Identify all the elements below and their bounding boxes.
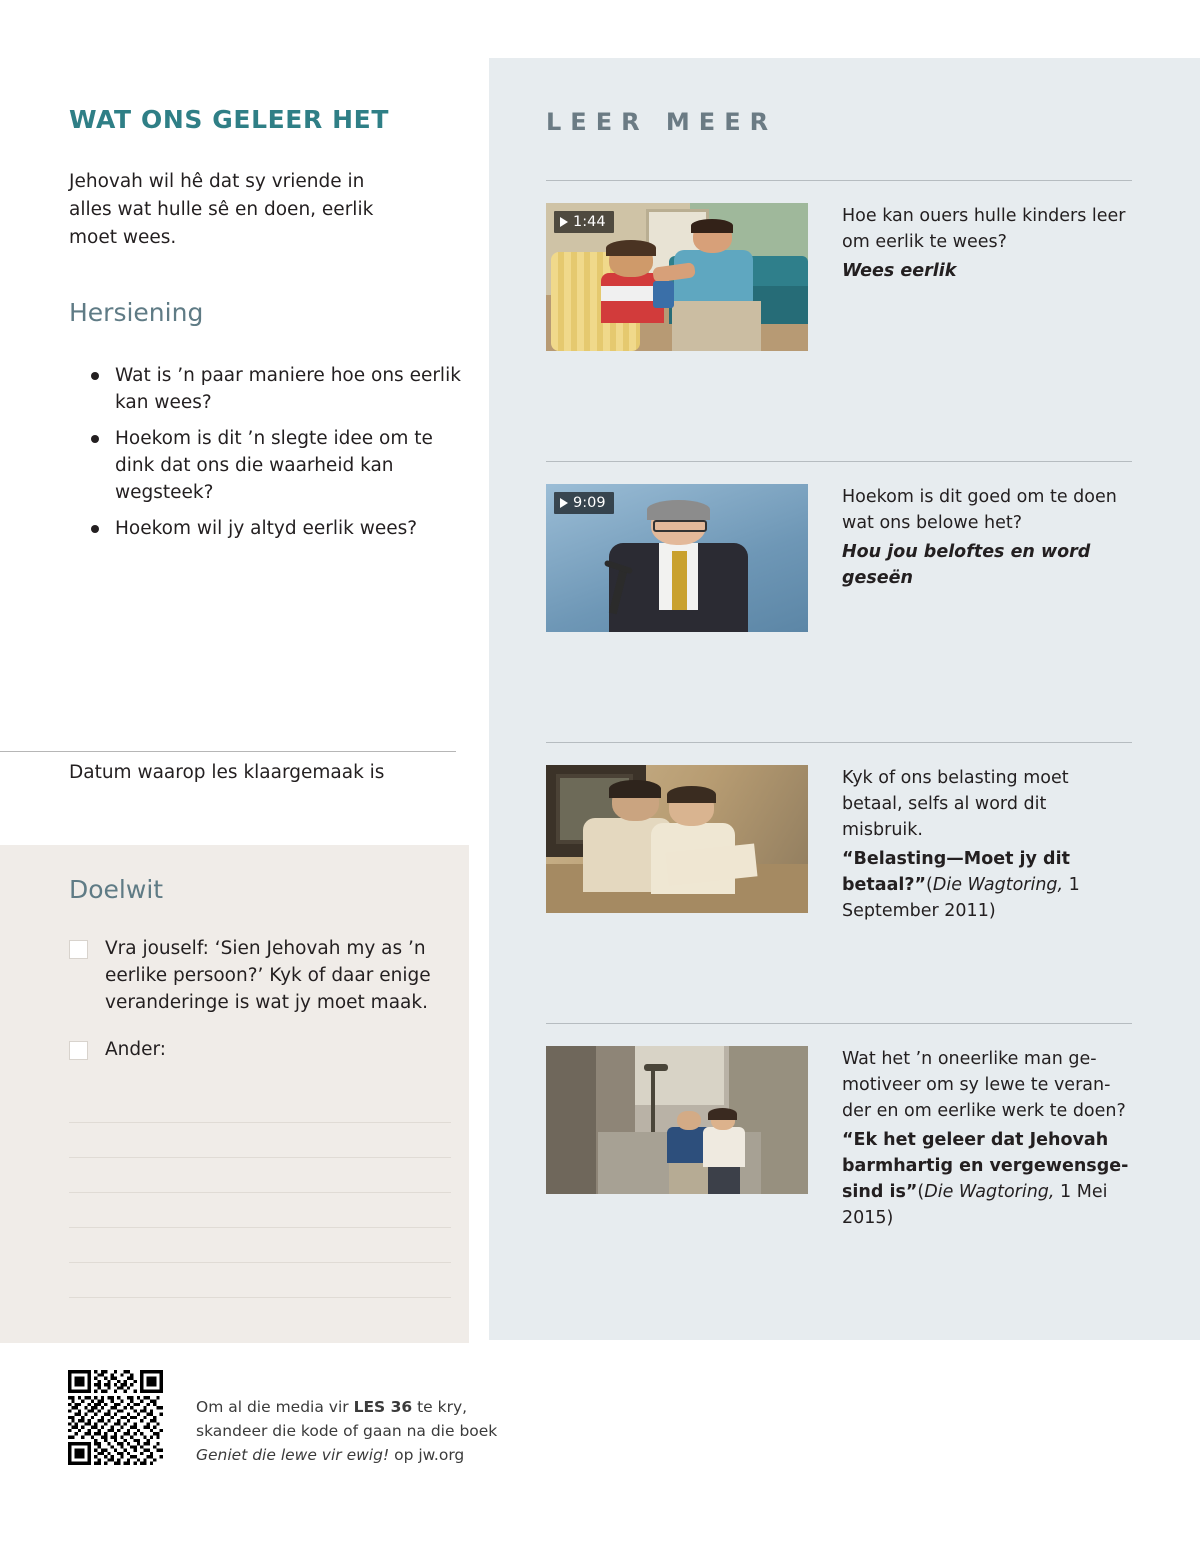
source-paren-open: (	[917, 1182, 925, 1202]
question-text: Wat het ’n oneerlike man ge-motiveer om sy lewe te veran-der en om eerlike werk te doen?	[842, 1049, 1126, 1121]
footer-line3-post: op jw.org	[389, 1446, 465, 1464]
video-thumbnail-wees-eerlik[interactable]	[546, 203, 808, 351]
checkbox[interactable]	[69, 1041, 88, 1060]
list-item	[82, 515, 472, 542]
write-line[interactable]	[69, 1262, 451, 1263]
footer-lesson-number: LES 36	[353, 1398, 413, 1416]
learn-more-heading: LEER MEER	[546, 108, 778, 136]
list-item	[82, 425, 472, 506]
publication-name: Die Wagtoring,	[924, 1182, 1055, 1202]
lesson-summary: Jehovah wil hê dat sy vriende in alles wat hulle sê en doen, eerlik moet wees.	[69, 171, 374, 248]
article-thumbnail-belasting[interactable]	[546, 765, 808, 913]
thumbnail-art	[546, 765, 808, 913]
video-thumbnail-hou-jou-beloftes[interactable]	[546, 484, 808, 632]
write-line[interactable]	[69, 1157, 451, 1158]
duration-text: 1:44	[573, 214, 606, 230]
goal-list	[69, 935, 434, 1083]
publication-date: 1 September 2011)	[842, 875, 1080, 921]
learn-more-text-2	[842, 484, 1132, 591]
learn-more-item-2[interactable]	[546, 484, 1132, 632]
divider	[546, 180, 1132, 181]
publication-date: 1 Mei 2015)	[842, 1182, 1108, 1228]
source-paren-open: (	[926, 875, 933, 895]
goal-item[interactable]	[69, 935, 434, 1016]
question-text: Kyk of ons belasting moet betaal, selfs al word dit misbruik.	[842, 768, 1069, 840]
review-item-text: Wat is ’n paar maniere hoe ons eerlik kan wees?	[115, 365, 461, 413]
review-item-text: Hoekom wil jy altyd eerlik wees?	[115, 518, 418, 539]
learn-more-text-3	[842, 765, 1132, 924]
thumbnail-art	[546, 1046, 808, 1194]
review-list	[82, 362, 472, 551]
media-title[interactable]: Hou jou beloftes en word geseën	[842, 542, 1091, 588]
write-in-lines[interactable]	[69, 1122, 451, 1332]
duration-text: 9:09	[573, 495, 606, 511]
divider	[546, 1023, 1132, 1024]
goal-item-text: Ander:	[105, 1039, 167, 1060]
review-item-text: Hoekom is dit ’n slegte idee om te dink dat ons die waarheid kan wegsteek?	[115, 428, 433, 503]
completion-date-label: Datum waarop les klaargemaak is	[69, 762, 385, 783]
bullet-icon	[91, 435, 99, 443]
footer-line2: skandeer die kode of gaan na die boek	[196, 1422, 498, 1440]
learn-more-text-1	[842, 203, 1132, 284]
divider	[0, 751, 456, 752]
bullet-icon	[91, 372, 99, 380]
write-line[interactable]	[69, 1227, 451, 1228]
video-duration-badge	[554, 211, 614, 233]
footer-line1-pre: Om al die media vir	[196, 1398, 354, 1416]
question-text: Hoekom is dit goed om te doen wat ons belowe het?	[842, 487, 1117, 533]
footer-line1-post: te kry,	[412, 1398, 468, 1416]
play-icon	[560, 498, 568, 508]
goal-item-text: Vra jouself: ‘Sien Jehovah my as ’n eerlike persoon?’ Kyk of daar enige veranderinge is wat jy moet maak.	[105, 938, 431, 1013]
media-title[interactable]: Wees eerlik	[842, 261, 957, 281]
publication-name: Die Wagtoring,	[932, 875, 1064, 895]
write-line[interactable]	[69, 1192, 451, 1193]
goal-item[interactable]	[69, 1036, 434, 1063]
goal-heading: Doelwit	[69, 875, 164, 904]
left-column	[0, 0, 489, 1543]
question-text: Hoe kan ouers hulle kinders leer om eerlik te wees?	[842, 206, 1126, 252]
video-duration-badge	[554, 492, 614, 514]
write-line[interactable]	[69, 1122, 451, 1123]
bullet-icon	[91, 525, 99, 533]
divider	[546, 461, 1132, 462]
page-title: WAT ONS GELEER HET	[69, 105, 389, 134]
list-item	[82, 362, 472, 416]
qr-code[interactable]	[68, 1370, 163, 1465]
learn-more-item-3[interactable]	[546, 765, 1132, 921]
article-title[interactable]: “Belasting—Moet jy dit betaal?”	[842, 849, 1070, 895]
footer-book-title: Geniet die lewe vir ewig!	[196, 1446, 390, 1464]
article-title[interactable]: “Ek het geleer dat Jehovah barmhartig en vergewensge-sind is”	[842, 1130, 1129, 1202]
review-heading: Hersiening	[69, 298, 204, 327]
article-thumbnail-oneerlike-man[interactable]	[546, 1046, 808, 1194]
footer-text	[196, 1395, 616, 1467]
learn-more-item-4[interactable]	[546, 1046, 1132, 1228]
learn-more-text-4	[842, 1046, 1132, 1231]
divider	[546, 742, 1132, 743]
play-icon	[560, 217, 568, 227]
checkbox[interactable]	[69, 940, 88, 959]
write-line[interactable]	[69, 1297, 451, 1298]
learn-more-item-1[interactable]	[546, 203, 1132, 351]
